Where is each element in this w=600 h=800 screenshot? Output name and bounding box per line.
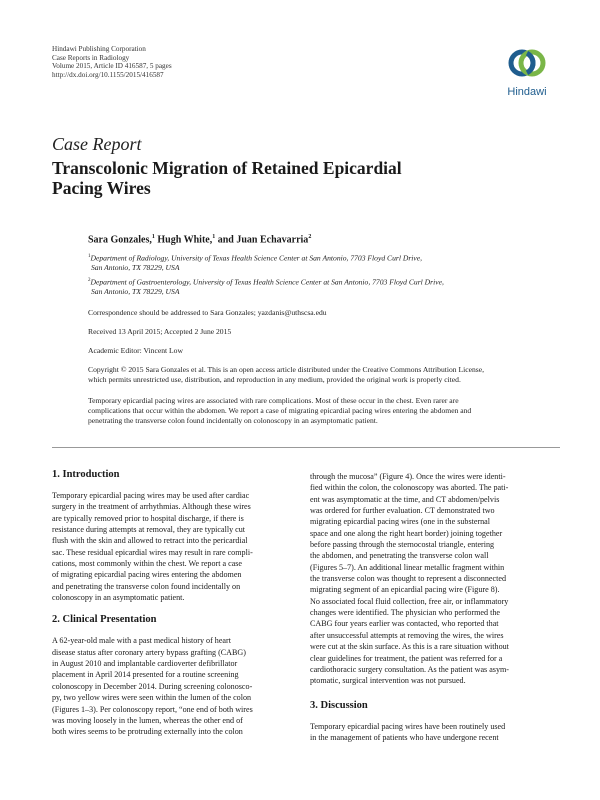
text-line: cardiothoracic surgery consultation. As the patient was asym- [310, 664, 509, 674]
text-line: surgery in the treatment of arrhythmias. Although these wires [52, 502, 251, 512]
text-line: the abdomen, and penetrating the transverse colon wall [310, 551, 489, 561]
text-line: was ordered for further evaluation. CT demonstrated two [310, 506, 495, 516]
text-line: flush with the skin and allowed to retract into the pericardial [52, 536, 248, 546]
affiliation-text: San Antonio, TX 78229, USA [91, 263, 180, 273]
text-line: No associated focal fluid collection, free air, or inflammatory [310, 596, 509, 606]
text-line: (Figures 5–7). An additional linear metallic fragment within [310, 562, 505, 572]
introduction-paragraph [52, 490, 296, 603]
doi-link[interactable]: http://dx.doi.org/10.1155/2015/416587 [52, 70, 164, 79]
affiliation-1 [88, 252, 558, 273]
text-line: of migrating epicardial pacing wires entering the abdomen [52, 570, 242, 580]
author-sup: 2 [308, 234, 312, 240]
abstract [88, 396, 560, 426]
copyright-line: Copyright © 2015 Sara Gonzales et al. This is an open access article distributed under the Creative Commons Attribution License, [88, 365, 484, 374]
text-line: CABG four years earlier was contacted, who reported that [310, 619, 499, 629]
abstract-line: complications that occur within the abdomen. We report a case of migrating epicardial pacing wires entering the abdomen and [88, 406, 472, 415]
text-line: in the management of patients who have undergone recent [310, 732, 499, 742]
copyright-notice [88, 365, 560, 385]
correspondence: Correspondence should be addressed to Sara Gonzales; yazdanis@uthscsa.edu [88, 308, 327, 317]
copyright-line: which permits unrestricted use, distribution, and reproduction in any medium, provided the original work is properly cited. [88, 375, 461, 384]
author-sup: 1 [151, 234, 155, 240]
text-line: migrating epicardial pacing wires (one in the substernal [310, 517, 491, 527]
text-line: after unsuccessful attempts at removing the wires, the wires [310, 630, 504, 640]
affiliation-text: Department of Gastroenterology, University of Texas Health Science Center at San Antonio, 7703 Floyd Curl Drive, [90, 277, 444, 287]
author-list [88, 234, 311, 245]
article-title [52, 158, 482, 198]
text-line: were cut at the skin surface. As this is a rare situation without [310, 642, 509, 652]
text-line: py, two yellow wires were seen within the lumen of the colon [52, 693, 252, 703]
academic-editor: Academic Editor: Vincent Low [88, 346, 183, 355]
section-heading-discussion: 3. Discussion [310, 699, 368, 711]
left-column [52, 468, 296, 738]
author-name: Hugh White, [154, 234, 213, 246]
affiliation-text: Department of Radiology, University of Texas Health Science Center at San Antonio, 7703 Floyd Curl Drive, [90, 253, 423, 263]
title-line: Pacing Wires [52, 178, 151, 198]
text-line: (Figures 1–3). Per colonoscopy report, “one end of both wires [52, 704, 253, 714]
title-line: Transcolonic Migration of Retained Epicardial [52, 158, 402, 178]
abstract-line: penetrating the transverse colon found incidentally on colonoscopy in an asymptomatic patient. [88, 416, 378, 425]
hindawi-rings-icon [506, 42, 548, 84]
text-line: A 62-year-old male with a past medical history of heart [52, 636, 231, 646]
text-line: ent was asymptomatic at the time, and CT abdomen/pelvis [310, 494, 500, 504]
clinical-continued-paragraph [310, 471, 554, 687]
abstract-line: Temporary epicardial pacing wires are associated with rare complications. Most of these occur in the chest. Even rarer are [88, 396, 459, 405]
hindawi-wordmark: Hindawi [507, 86, 547, 98]
author-name: and Juan Echavarria [215, 234, 309, 246]
article-type: Case Report [52, 134, 142, 154]
text-line: resistance during attempts at removal, they are typically cut [52, 525, 246, 535]
text-line: Temporary epicardial pacing wires may be used after cardiac [52, 491, 250, 500]
section-divider [52, 447, 560, 448]
text-line: Temporary epicardial pacing wires have been routinely used [310, 721, 506, 731]
text-line: placement in April 2014 presented for a routine screening [52, 670, 239, 680]
text-line: migrating segment of an epicardial pacing wire (Figure 8). [310, 585, 500, 595]
affiliation-2 [88, 276, 558, 297]
text-line: through the mucosa” (Figure 4). Once the wires were identi- [310, 472, 506, 481]
clinical-paragraph [52, 635, 296, 737]
affiliation-sup: 2 [88, 278, 91, 283]
text-line: before passing through the sternocostal triangle, entering [310, 540, 495, 550]
affiliation-text: San Antonio, TX 78229, USA [91, 287, 180, 297]
discussion-paragraph [310, 721, 554, 744]
text-line: colonoscopy in December 2014. During screening colonosco- [52, 681, 253, 691]
volume: Volume 2015, Article ID 416587, 5 pages [52, 62, 172, 71]
publisher: Hindawi Publishing Corporation [52, 45, 146, 53]
text-line: colonoscopy in an asymptomatic patient. [52, 593, 185, 603]
author-sup: 1 [212, 234, 216, 240]
text-line: are typically removed prior to hospital discharge, if there is [52, 513, 244, 523]
text-line: cations, most commonly within the chest. We report a case [52, 559, 243, 569]
section-heading-introduction: 1. Introduction [52, 469, 120, 480]
journal-name: Case Reports in Radiology [52, 53, 130, 62]
text-line: was moving loosely in the lumen, whereas the other end of [52, 715, 243, 725]
section-heading-clinical: 2. Clinical Presentation [52, 614, 157, 626]
text-line: sac. These residual epicardial wires may result in rare compli- [52, 547, 253, 557]
text-line: ptomatic, surgical intervention was not pursued. [310, 676, 466, 686]
author-name: Sara Gonzales, [88, 234, 152, 246]
text-line: space and one along the right heart border) joining together [310, 528, 503, 538]
text-line: disease status after coronary artery bypass grafting (CABG) [52, 647, 246, 657]
text-line: and penetrating the transverse colon found incidentally on [52, 581, 241, 591]
right-column [310, 471, 554, 743]
text-line: fied within the colon, the colonoscopy was aborted. The pati- [310, 483, 509, 493]
text-line: clear guidelines for treatment, the patient was referred for a [310, 653, 503, 663]
text-line: in August 2010 and implantable cardioverter defibrillator [52, 659, 238, 669]
hindawi-logo [497, 42, 557, 106]
text-line: changes were identified. The physician who performed the [310, 608, 500, 618]
text-line: both wires seems to be protruding externally into the colon [52, 727, 243, 737]
received-dates: Received 13 April 2015; Accepted 2 June 2015 [88, 327, 232, 336]
text-line: the transverse colon was thought to represent a disconnected [310, 574, 506, 584]
affiliation-sup: 1 [88, 254, 91, 259]
journal-meta [52, 45, 172, 79]
